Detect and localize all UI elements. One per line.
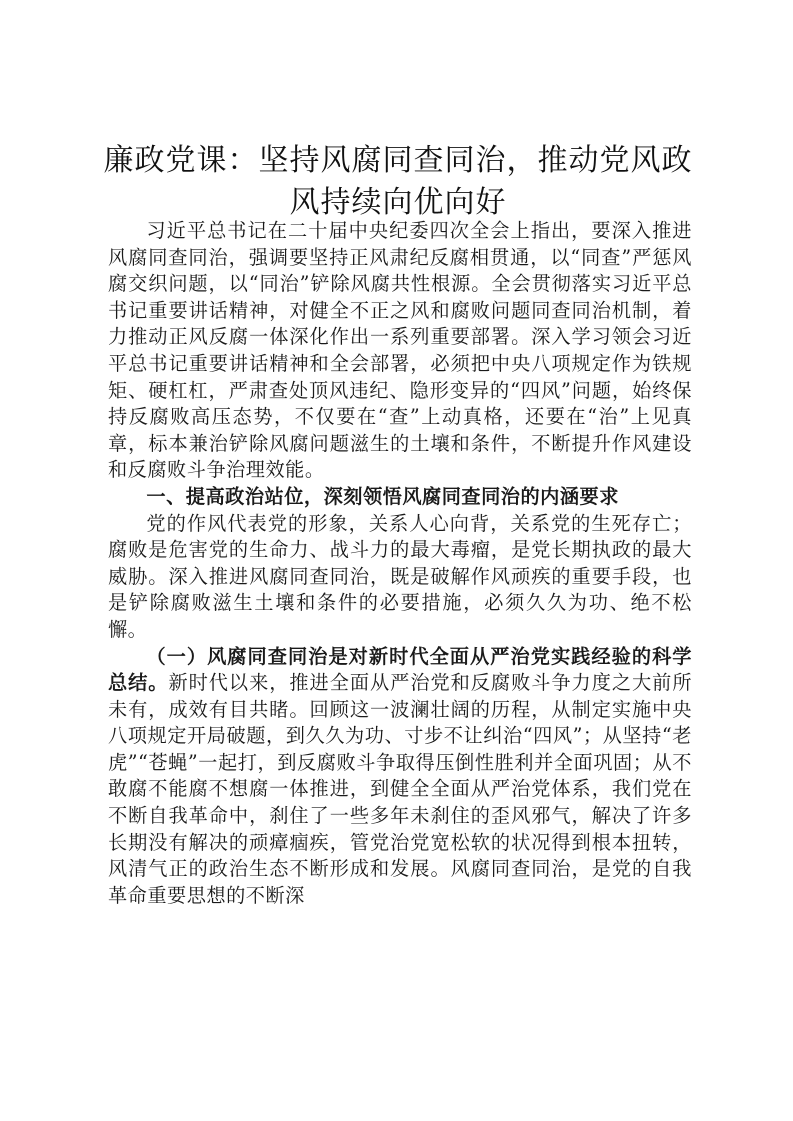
document-title: 廉政党课：坚持风腐同查同治，推动党风政风持续向优向好 <box>103 143 693 220</box>
subsection-1-paragraph <box>108 644 692 910</box>
intro-paragraph: 习近平总书记在二十届中央纪委四次全会上指出，要深入推进风腐同查同治，强调要坚持正风肃纪反腐相贯通，以“同查”严惩风腐交织问题，以“同治”铲除风腐共性根源。全会贯彻落实习近平总书记重要讲话精神，对健全不正之风和腐败问题同查同治机制，着力推动正风反腐一体深化作出一系列重要部署。深入学习领会习近平总书记重要讲话精神和全会部署，必须把中央八项规定作为铁规矩、硬杠杠，严肃查处顶风违纪、隐形变异的“四风”问题，始终保持反腐败高压态势，不仅要在“查”上动真格，还要在“治”上见真章，标本兼治铲除风腐问题滋生的土壤和条件，不断提升作风建设和反腐败斗争治理效能。 <box>108 219 692 482</box>
document-body <box>108 218 692 909</box>
subsection-1-body: 新时代以来，推进全面从严治党和反腐败斗争力度之大前所未有，成效有目共睹。回顾这一波澜壮阔的历程，从制定实施中央八项规定开局破题，到久久为功、寸步不让纠治“四风”；从坚持“老虎”“苍蝇”一起打，到反腐败斗争取得压倒性胜利并全面巩固；从不敢腐不能腐不想腐一体推进，到健全全面从严治党体系，我们党在不断自我革命中，刹住了一些多年未刹住的歪风邪气，解决了许多长期没有解决的顽瘴痼疾，管党治党宽松软的状况得到根本扭转，风清气正的政治生态不断形成和发展。风腐同查同治，是党的自我革命重要思想的不断深 <box>108 671 693 907</box>
subsection-1-lead: （一）风腐同查同治是对新时代全面从严治党实践经验的科学总结。 <box>108 644 692 695</box>
section-1-paragraph: 党的作风代表党的形象，关系人心向背，关系党的生死存亡；腐败是危害党的生命力、战斗力的最大毒瘤，是党长期执政的最大威胁。深入推进风腐同查同治，既是破解作风顽疾的重要手段，也是铲除腐败滋生土壤和条件的必要措施，必须久久为功、绝不松懈。 <box>108 511 692 641</box>
section-heading-1: 一、提高政治站位，深刻领悟风腐同查同治的内涵要求 <box>146 484 619 508</box>
